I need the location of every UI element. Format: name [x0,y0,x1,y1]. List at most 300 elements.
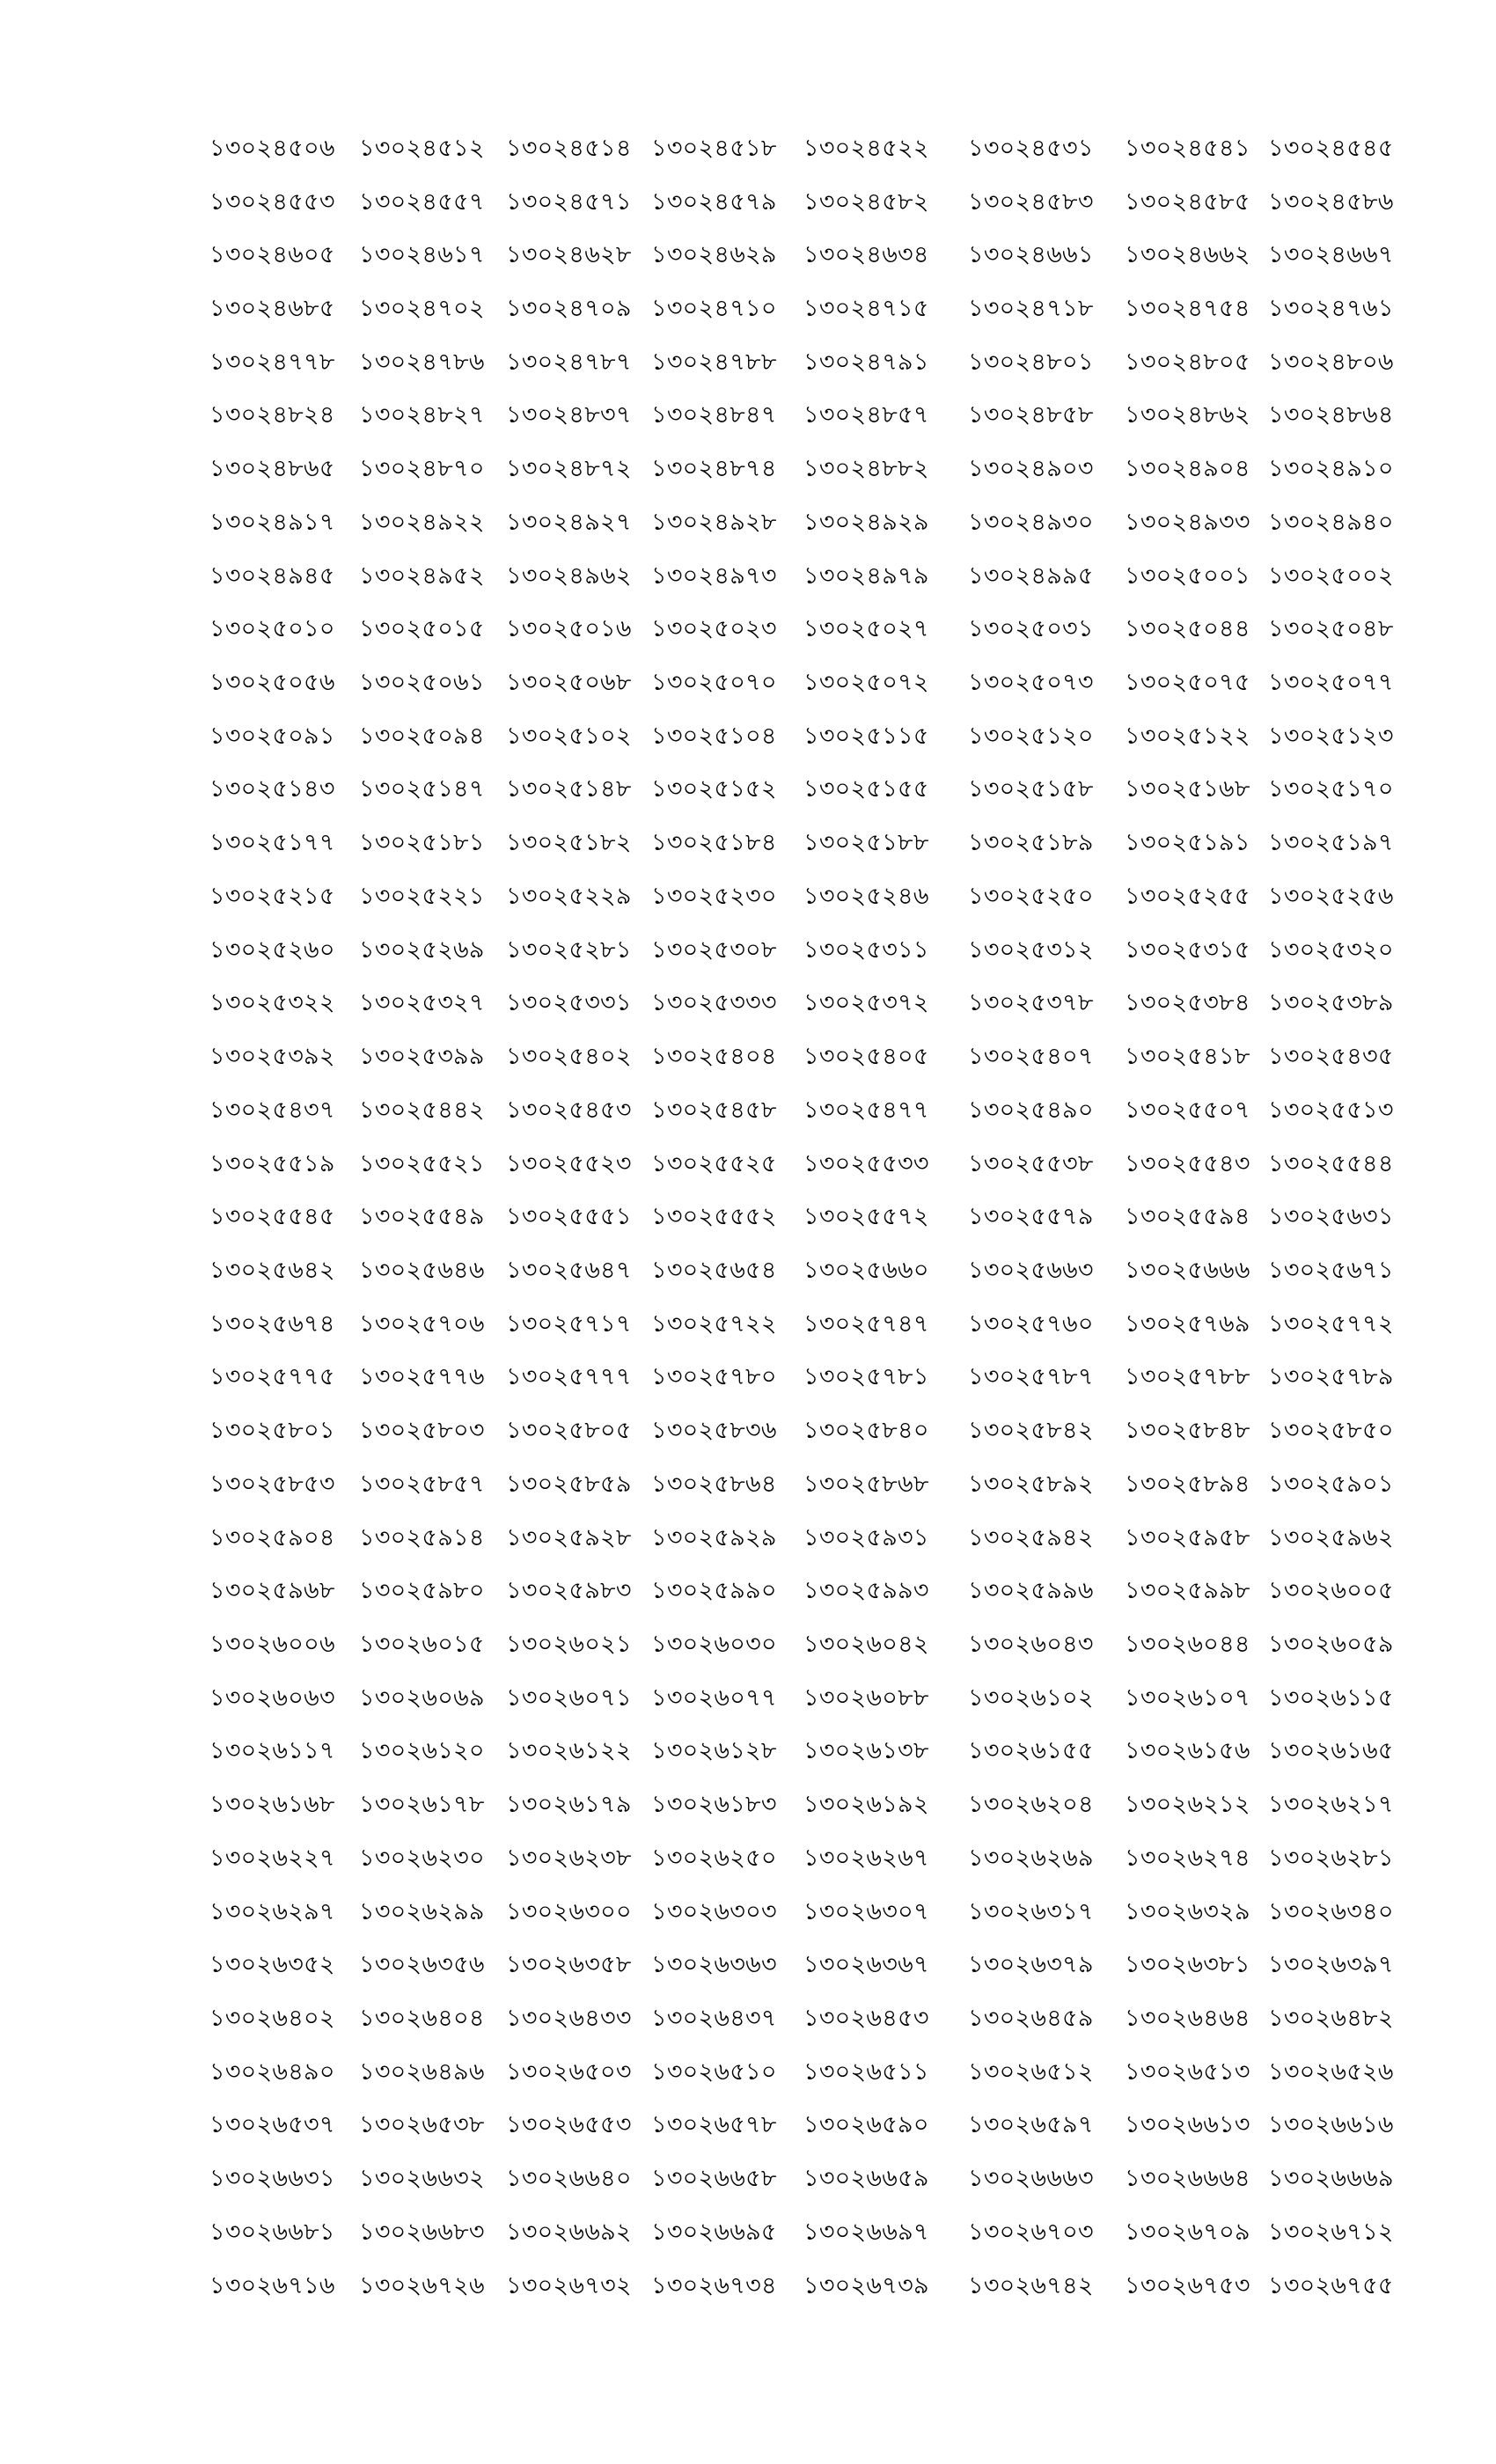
roll-number-cell: ১৩০২৫৮৪০ [803,1417,929,1445]
roll-number-cell: ১৩০২৪৬১৭ [359,241,485,269]
roll-number-cell: ১৩০২৬৩৬৩ [651,1951,777,1979]
roll-number-cell: ১৩০২৪৯৪০ [1268,508,1394,536]
roll-number-cell: ১৩০২৬৫১২ [968,2057,1094,2086]
roll-number-cell: ১৩০২৬২০৪ [968,1791,1094,1819]
roll-number-cell: ১৩০২৬৬৮১ [209,2218,335,2246]
roll-number-cell: ১৩০২৬৬৯২ [506,2218,632,2246]
roll-number-cell: ১৩০২৫১২৩ [1268,722,1394,750]
roll-number-cell: ১৩০২৬৫৯৭ [968,2111,1094,2139]
roll-number-cell: ১৩০২৫০৯১ [209,722,335,750]
roll-number-cell: ১৩০২৬৭২৬ [359,2271,485,2299]
roll-number-cell: ১৩০২৫৩১১ [803,935,929,964]
roll-number-cell: ১৩০২৫০৫৬ [209,669,335,697]
roll-number-cell: ১৩০২৪৮৭৪ [651,455,777,483]
roll-number-cell: ১৩০২৬৩৬৭ [803,1951,929,1979]
roll-number-cell: ১৩০২৬০৪৪ [1125,1630,1250,1658]
roll-number-cell: ১৩০২৫০১৬ [506,615,632,643]
roll-number-cell: ১৩০২৪৭৬১ [1268,295,1394,323]
roll-number-cell: ১৩০২৪৮০৫ [1125,348,1250,376]
table-row [209,2207,1389,2261]
roll-number-cell: ১৩০২৫৬৩১ [1268,1203,1394,1231]
roll-number-cell: ১৩০২৫৭১৭ [506,1309,632,1338]
roll-number-cell: ১৩০২৬১০২ [968,1683,1094,1712]
roll-number-cell: ১৩০২৬১০৭ [1125,1683,1250,1712]
roll-number-cell: ১৩০২৬০০৬ [209,1630,335,1658]
roll-number-cell: ১৩০২৫৬৫৪ [651,1256,777,1284]
table-row [209,177,1389,231]
table-row [209,1299,1389,1353]
roll-number-cell: ১৩০২৫৩৩৩ [651,989,777,1017]
roll-number-cell: ১৩০২৪৭১৫ [803,295,929,323]
roll-number-cell: ১৩০২৫২৬৯ [359,935,485,964]
table-row [209,551,1389,605]
roll-number-cell: ১৩০২৪৮৮২ [803,455,929,483]
roll-number-cell: ১৩০২৫৯৬৮ [209,1577,335,1605]
roll-number-cell: ১৩০২৫৪৫৩ [506,1096,632,1124]
roll-number-cell: ১৩০২৬৬৯৭ [803,2218,929,2246]
roll-number-cell: ১৩০২৫৩৭২ [803,989,929,1017]
roll-number-cell: ১৩০২৫৫৪৪ [1268,1149,1394,1177]
roll-number-cell: ১৩০২৬৫৩৮ [359,2111,485,2139]
table-row [209,497,1389,551]
roll-number-cell: ১৩০২৫৫১৯ [209,1149,335,1177]
roll-number-cell: ১৩০২৫৮৫৩ [209,1470,335,1498]
roll-number-cell: ১৩০২৫৩১৫ [1125,935,1250,964]
roll-number-cell: ১৩০২৪৮০৬ [1268,348,1394,376]
roll-number-cell: ১৩০২৫৫০৭ [1125,1096,1250,1124]
roll-number-cell: ১৩০২৫৪০২ [506,1043,632,1071]
roll-number-cell: ১৩০২৫৮৫৭ [359,1470,485,1498]
roll-number-cell: ১৩০২৫১৭৭ [209,829,335,857]
roll-number-cell: ১৩০২৬৫১০ [651,2057,777,2086]
roll-number-cell: ১৩০২৬১৭৮ [359,1791,485,1819]
roll-number-cell: ১৩০২৪৫১২ [359,134,485,162]
roll-number-cell: ১৩০২৫৪১৮ [1125,1043,1250,1071]
roll-number-cell: ১৩০২৫২৬০ [209,935,335,964]
roll-number-cell: ১৩০২৫৫৩৩ [803,1149,929,1177]
roll-number-cell: ১৩০২৬৬৪০ [506,2165,632,2193]
roll-number-cell: ১৩০২৪৭৯১ [803,348,929,376]
roll-number-cell: ১৩০২৪৭৫৪ [1125,295,1250,323]
roll-number-cell: ১৩০২৫৪০৪ [651,1043,777,1071]
roll-number-cell: ১৩০২৬৩১৭ [968,1897,1094,1925]
roll-number-cell: ১৩০২৫৭৮০ [651,1363,777,1391]
roll-number-cell: ১৩০২৬৭১২ [1268,2218,1394,2246]
roll-number-cell: ১৩০২৪৫৭১ [506,187,632,216]
roll-number-cell: ১৩০২৪৬২৯ [651,241,777,269]
roll-number-cell: ১৩০২৪৮২৪ [209,401,335,429]
roll-number-cell: ১৩০২৫৪৭৭ [803,1096,929,1124]
roll-number-cell: ১৩০২৫৫৪৯ [359,1203,485,1231]
roll-number-cell: ১৩০২৪৮৫৭ [803,401,929,429]
roll-number-cell: ১৩০২৫৬৬০ [803,1256,929,1284]
roll-number-cell: ১৩০২৫৩২২ [209,989,335,1017]
roll-number-cell: ১৩০২৬১৮৩ [651,1791,777,1819]
table-row [209,1405,1389,1459]
roll-number-cell: ১৩০২৪৯১৭ [209,508,335,536]
roll-number-cell: ১৩০২৫০০২ [1268,561,1394,590]
roll-number-cell: ১৩০২৫৩৩১ [506,989,632,1017]
roll-number-cell: ১৩০২৪৯৬২ [506,561,632,590]
roll-number-cell: ১৩০২৫০৩১ [968,615,1094,643]
roll-number-cell: ১৩০২৪৫৫৩ [209,187,335,216]
roll-number-cell: ১৩০২৫১০২ [506,722,632,750]
roll-number-cell: ১৩০২৫৪০৫ [803,1043,929,1071]
roll-number-cell: ১৩০২৬১২০ [359,1737,485,1765]
roll-number-cell: ১৩০২৬০০৫ [1268,1577,1394,1605]
roll-number-cell: ১৩০২৬৫০৩ [506,2057,632,2086]
roll-number-cell: ১৩০২৫৯১৪ [359,1523,485,1551]
table-row [209,1353,1389,1406]
roll-number-cell: ১৩০২৪৬০৫ [209,241,335,269]
roll-number-cell: ১৩০২৫০০১ [1125,561,1250,590]
roll-number-cell: ১৩০২৫৩৮৪ [1125,989,1250,1017]
roll-number-cell: ১৩০২৪৫৮৫ [1125,187,1250,216]
table-row [209,1459,1389,1513]
roll-number-cell: ১৩০২৫৯৮০ [359,1577,485,1605]
roll-number-cell: ১৩০২৬৪৫৯ [968,2005,1094,2033]
roll-number-cell: ১৩০২৫৬৪৭ [506,1256,632,1284]
roll-number-cell: ১৩০২৬৭১৬ [209,2271,335,2299]
roll-number-cell: ১৩০২৫০১৫ [359,615,485,643]
roll-number-cell: ১৩০২৫৮৬৪ [651,1470,777,1498]
roll-number-cell: ১৩০২৫৯২৯ [651,1523,777,1551]
roll-number-cell: ১৩০২৫১৮২ [506,829,632,857]
roll-number-cell: ১৩০২৫৪০৭ [968,1043,1094,1071]
table-row [209,979,1389,1032]
roll-number-cell: ১৩০২৫৮০৩ [359,1417,485,1445]
roll-number-cell: ১৩০২৫৪৫৮ [651,1096,777,1124]
roll-number-cell: ১৩০২৬৭০৯ [1125,2218,1250,2246]
roll-number-cell: ১৩০২৫০৭২ [803,669,929,697]
table-row [209,1139,1389,1192]
roll-number-cell: ১৩০২৪৮৭০ [359,455,485,483]
table-row [209,1085,1389,1139]
roll-number-cell: ১৩০২৫০৪৪ [1125,615,1250,643]
roll-number-cell: ১৩০২৫৫৩৮ [968,1149,1094,1177]
roll-number-cell: ১৩০২৫২৮১ [506,935,632,964]
table-row [209,337,1389,391]
table-row [209,2261,1389,2314]
roll-number-cell: ১৩০২৪৭৮৭ [506,348,632,376]
roll-number-cell: ১৩০২৬০৮৮ [803,1683,929,1712]
roll-number-cell: ১৩০২৬৭৫৩ [1125,2271,1250,2299]
table-row [209,657,1389,711]
roll-number-cell: ১৩০২৬২৩৮ [506,1844,632,1872]
table-row [209,1673,1389,1727]
table-row [209,123,1389,177]
roll-number-cell: ১৩০২৫৩০৮ [651,935,777,964]
roll-number-cell: ১৩০২৫২৫০ [968,882,1094,910]
roll-number-cell: ১৩০২৬০৭৭ [651,1683,777,1712]
roll-number-cell: ১৩০২৫৯৯৬ [968,1577,1094,1605]
roll-number-cell: ১৩০২৬১১৫ [1268,1683,1394,1712]
roll-number-cell: ১৩০২৪৯২২ [359,508,485,536]
roll-number-cell: ১৩০২৫২৫৬ [1268,882,1394,910]
roll-number-cell: ১৩০২৪৮৪৭ [651,401,777,429]
roll-number-cell: ১৩০২৪৬৬২ [1125,241,1250,269]
roll-number-cell: ১৩০২৫৯৫৮ [1125,1523,1250,1551]
roll-number-cell: ১৩০২৪৭৮৮ [651,348,777,376]
roll-number-cell: ১৩০২৬৩৯৭ [1268,1951,1394,1979]
roll-number-cell: ১৩০২৫১০৪ [651,722,777,750]
roll-number-cell: ১৩০২৬৪৬৪ [1125,2005,1250,2033]
roll-number-table-body [209,123,1394,2314]
roll-number-cell: ১৩০২৫৭৭৭ [506,1363,632,1391]
roll-number-cell: ১৩০২৪৭০২ [359,295,485,323]
roll-number-cell: ১৩০২৬২৬৭ [803,1844,929,1872]
table-row [209,2047,1389,2101]
table-row [209,604,1389,657]
roll-number-cell: ১৩০২৫১৫৮ [968,775,1094,803]
roll-number-cell: ১৩০২৫৯৯০ [651,1577,777,1605]
roll-number-cell: ১৩০২৫৯০৪ [209,1523,335,1551]
roll-number-cell: ১৩০২৪৭৮৬ [359,348,485,376]
table-row [209,1513,1389,1566]
roll-number-cell: ১৩০২৬৬৬৯ [1268,2165,1394,2193]
roll-number-cell: ১৩০২৫১৭০ [1268,775,1394,803]
roll-number-cell: ১৩০২৪৯২৯ [803,508,929,536]
roll-number-cell: ১৩০২৪৯০৩ [968,455,1094,483]
roll-number-cell: ১৩০২৫৪৯০ [968,1096,1094,1124]
roll-number-cell: ১৩০২৬২১২ [1125,1791,1250,1819]
roll-number-cell: ১৩০২৫৭৭২ [1268,1309,1394,1338]
roll-number-cell: ১৩০২৬২৫০ [651,1844,777,1872]
roll-number-cell: ১৩০২৪৯৫২ [359,561,485,590]
roll-number-cell: ১৩০২৬৬১৩ [1125,2111,1250,2139]
roll-number-cell: ১৩০২৪৬৬৭ [1268,241,1394,269]
roll-number-cell: ১৩০২৬১১৭ [209,1737,335,1765]
roll-number-cell: ১৩০২৬৭৩৯ [803,2271,929,2299]
roll-number-cell: ১৩০২৫৬৭১ [1268,1256,1394,1284]
roll-number-cell: ১৩০২৬৩৫৮ [506,1951,632,1979]
roll-number-cell: ১৩০২৫০৪৮ [1268,615,1394,643]
roll-number-cell: ১৩০২৪৬৬১ [968,241,1094,269]
roll-number-cell: ১৩০২৬৫৭৮ [651,2111,777,2139]
roll-number-cell: ১৩০২৫৩৭৮ [968,989,1094,1017]
roll-number-cell: ১৩০২৬০৬৯ [359,1683,485,1712]
roll-number-cell: ১৩০২৫০১০ [209,615,335,643]
roll-number-cell: ১৩০২৬০৫৯ [1268,1630,1394,1658]
roll-number-cell: ১৩০২৫০৭৩ [968,669,1094,697]
roll-number-cell: ১৩০২৪৯৭৩ [651,561,777,590]
roll-number-cell: ১৩০২৬১৫৬ [1125,1737,1250,1765]
roll-number-cell: ১৩০২৬০৬৩ [209,1683,335,1712]
roll-number-cell: ১৩০২৫৫৭৯ [968,1203,1094,1231]
roll-number-cell: ১৩০২৫৬৬৩ [968,1256,1094,1284]
roll-number-cell: ১৩০২৪৫০৬ [209,134,335,162]
roll-number-cell: ১৩০২৬৬৬৩ [968,2165,1094,2193]
roll-number-cell: ১৩০২৬০৭১ [506,1683,632,1712]
roll-number-cell: ১৩০২৫৮০১ [209,1417,335,1445]
roll-number-cell: ১৩০২৫৫৭২ [803,1203,929,1231]
roll-number-cell: ১৩০২৪৯২৮ [651,508,777,536]
roll-number-cell: ১৩০২৫৫১৩ [1268,1096,1394,1124]
table-row [209,283,1389,337]
roll-number-cell: ১৩০২৪৫৮২ [803,187,929,216]
roll-number-cell: ১৩০২৬১৬৮ [209,1791,335,1819]
roll-number-cell: ১৩০২৬২৭৪ [1125,1844,1250,1872]
roll-number-cell: ১৩০২৫১৪৩ [209,775,335,803]
roll-number-cell: ১৩০২৫১২০ [968,722,1094,750]
roll-number-cell: ১৩০২৫৩৮৯ [1268,989,1394,1017]
table-row [209,1993,1389,2047]
table-row [209,1779,1389,1833]
roll-number-cell: ১৩০২৪৭১০ [651,295,777,323]
roll-number-cell: ১৩০২৫৫২৩ [506,1149,632,1177]
roll-number-cell: ১৩০২৫৪৩৭ [209,1096,335,1124]
roll-number-cell: ১৩০২৫১৮৯ [968,829,1094,857]
roll-number-cell: ১৩০২৬৩৮১ [1125,1951,1250,1979]
table-row [209,1833,1389,1887]
roll-number-cell: ১৩০২৪৯১০ [1268,455,1394,483]
roll-number-cell: ১৩০২৬৭০৩ [968,2218,1094,2246]
roll-number-cell: ১৩০২৫৩১২ [968,935,1094,964]
roll-number-cell: ১৩০২৫৫৯৪ [1125,1203,1250,1231]
roll-number-cell: ১৩০২৬৩৪০ [1268,1897,1394,1925]
roll-number-cell: ১৩০২৫০২৭ [803,615,929,643]
roll-number-cell: ১৩০২৬৩৫২ [209,1951,335,1979]
table-row [209,391,1389,444]
roll-number-cell: ১৩০২৪৫২২ [803,134,929,162]
roll-number-cell: ১৩০২৪৯২৭ [506,508,632,536]
roll-number-cell: ১৩০২৬৬৩২ [359,2165,485,2193]
roll-number-cell: ১৩০২৫৯৮৩ [506,1577,632,1605]
roll-number-cell: ১৩০২৫১৪৭ [359,775,485,803]
roll-number-cell: ১৩০২৬১২২ [506,1737,632,1765]
table-row [209,2101,1389,2154]
roll-number-cell: ১৩০২৫১২২ [1125,722,1250,750]
roll-number-cell: ১৩০২৫৭০৬ [359,1309,485,1338]
roll-number-cell: ১৩০২৫১৫২ [651,775,777,803]
roll-number-cell: ১৩০২৪৫১৮ [651,134,777,162]
roll-number-cell: ১৩০২৪৭০৯ [506,295,632,323]
roll-number-cell: ১৩০২৬৩০৩ [651,1897,777,1925]
roll-number-table [209,123,1394,2314]
roll-number-cell: ১৩০২৪৮৬৫ [209,455,335,483]
roll-number-cell: ১৩০২৫৭৮৯ [1268,1363,1394,1391]
roll-number-cell: ১৩০২৫১৫৫ [803,775,929,803]
roll-number-cell: ১৩০২৫১৮৪ [651,829,777,857]
roll-number-cell: ১৩০২৪৬৩৪ [803,241,929,269]
roll-number-cell: ১৩০২৫০৭৭ [1268,669,1394,697]
roll-number-cell: ১৩০২৬৩২৯ [1125,1897,1250,1925]
roll-number-cell: ১৩০২৬৬৫৯ [803,2165,929,2193]
roll-number-cell: ১৩০২৬৭৪২ [968,2271,1094,2299]
roll-number-cell: ১৩০২৫৬৭৪ [209,1309,335,1338]
table-row [209,1619,1389,1673]
table-row [209,1192,1389,1245]
roll-number-cell: ১৩০২৫৫২৫ [651,1149,777,1177]
roll-number-cell: ১৩০২৪৫৮৬ [1268,187,1394,216]
roll-number-cell: ১৩০২৬১২৮ [651,1737,777,1765]
roll-number-cell: ১৩০২৫২১৫ [209,882,335,910]
roll-number-cell: ১৩০২৫০৯৪ [359,722,485,750]
table-row [209,711,1389,765]
roll-number-cell: ১৩০২৬১৯২ [803,1791,929,1819]
roll-number-cell: ১৩০২৬২৮১ [1268,1844,1394,1872]
roll-number-cell: ১৩০২৫২২৯ [506,882,632,910]
roll-number-cell: ১৩০২৬৬৫৮ [651,2165,777,2193]
roll-number-cell: ১৩০২৫৮৪২ [968,1417,1094,1445]
roll-number-cell: ১৩০২৪৫৪১ [1125,134,1250,162]
roll-number-cell: ১৩০২৫৫৫২ [651,1203,777,1231]
roll-number-cell: ১৩০২৬০২১ [506,1630,632,1658]
roll-number-cell: ১৩০২৬৩৫৬ [359,1951,485,1979]
roll-number-cell: ১৩০২৫৭৮৭ [968,1363,1094,1391]
table-row [209,2153,1389,2207]
roll-number-cell: ১৩০২৬৪৯৬ [359,2057,485,2086]
roll-number-cell: ১৩০২৪৮৬২ [1125,401,1250,429]
roll-number-cell: ১৩০২৫৯৯৩ [803,1577,929,1605]
roll-number-cell: ১৩০২৪৭৭৮ [209,348,335,376]
roll-number-cell: ১৩০২৬১৩৮ [803,1737,929,1765]
roll-number-cell: ১৩০২৬৪৩৩ [506,2005,632,2033]
roll-number-cell: ১৩০২৫৭৬৯ [1125,1309,1250,1338]
table-row [209,1566,1389,1619]
roll-number-cell: ১৩০২৪৫৫৭ [359,187,485,216]
table-row [209,444,1389,497]
roll-number-cell: ১৩০২৬৪৮২ [1268,2005,1394,2033]
roll-number-cell: ১৩০২৬০১৫ [359,1630,485,1658]
roll-number-cell: ১৩০২৬৪৫৩ [803,2005,929,2033]
roll-number-cell: ১৩০২৫৯৯৮ [1125,1577,1250,1605]
roll-number-cell: ১৩০২৫৭৪৭ [803,1309,929,1338]
roll-number-cell: ১৩০২৫৫৫১ [506,1203,632,1231]
roll-number-cell: ১৩০২৬৭৫৫ [1268,2271,1394,2299]
roll-number-cell: ১৩০২৪৮২৭ [359,401,485,429]
roll-number-cell: ১৩০২৬৫১১ [803,2057,929,2086]
roll-number-cell: ১৩০২৬৫২৬ [1268,2057,1394,2086]
roll-number-cell: ১৩০২৬৭৩২ [506,2271,632,2299]
table-row [209,1887,1389,1940]
roll-number-cell: ১৩০২৪৮৩৭ [506,401,632,429]
roll-number-cell: ১৩০২৫৯৩১ [803,1523,929,1551]
roll-number-cell: ১৩০২৬৬১৬ [1268,2111,1394,2139]
roll-number-cell: ১৩০২৪৯৪৫ [209,561,335,590]
table-row [209,765,1389,818]
roll-number-cell: ১৩০২৬১৬৫ [1268,1737,1394,1765]
roll-number-cell: ১৩০২৪৫৭৯ [651,187,777,216]
roll-number-cell: ১৩০২৫৭৭৬ [359,1363,485,1391]
roll-number-cell: ১৩০২৫৭৮১ [803,1363,929,1391]
roll-number-cell: ১৩০২৫৪৪২ [359,1096,485,1124]
roll-number-cell: ১৩০২৫৬৬৬ [1125,1256,1250,1284]
roll-number-cell: ১৩০২৪৯৯৫ [968,561,1094,590]
roll-number-cell: ১৩০২৫১৯৭ [1268,829,1394,857]
table-row [209,818,1389,871]
roll-number-cell: ১৩০২৫৮৪৮ [1125,1417,1250,1445]
roll-number-cell: ১৩০২৬২৩০ [359,1844,485,1872]
roll-number-cell: ১৩০২৪৫১৪ [506,134,632,162]
roll-number-cell: ১৩০২৫৭৮৮ [1125,1363,1250,1391]
roll-number-cell: ১৩০২৪৭১৮ [968,295,1094,323]
roll-number-cell: ১৩০২৪৯৭৯ [803,561,929,590]
roll-number-cell: ১৩০২৫১৮১ [359,829,485,857]
roll-number-cell: ১৩০২৫৯৪২ [968,1523,1094,1551]
roll-number-cell: ১৩০২৫১৮৮ [803,829,929,857]
roll-number-cell: ১৩০২৪৯০৪ [1125,455,1250,483]
roll-number-cell: ১৩০২৪৮৬৪ [1268,401,1394,429]
roll-number-cell: ১৩০২৪৯৩০ [968,508,1094,536]
roll-number-cell: ১৩০২৫২৩০ [651,882,777,910]
roll-number-cell: ১৩০২৪৮০১ [968,348,1094,376]
roll-number-cell: ১৩০২৬০৪৩ [968,1630,1094,1658]
table-row [209,925,1389,979]
roll-number-cell: ১৩০২৫২৪৬ [803,882,929,910]
roll-number-cell: ১৩০২৫৫৪৩ [1125,1149,1250,1177]
roll-number-cell: ১৩০২৬৬৩১ [209,2165,335,2193]
